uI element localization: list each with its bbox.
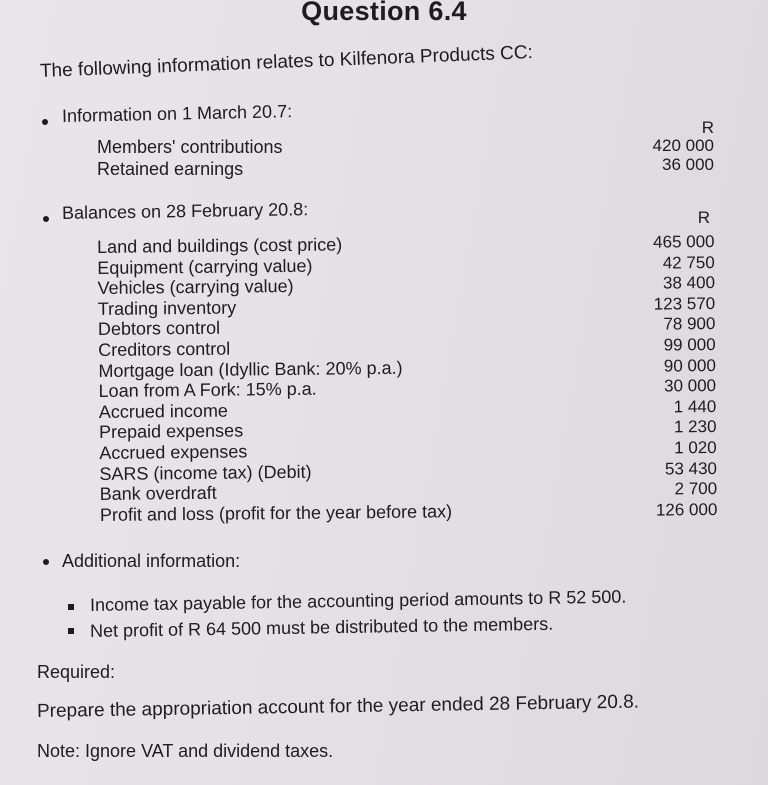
balance-label: Profit and loss (profit for the year before tax) — [99, 501, 453, 525]
balance-amount: 1 440 — [673, 396, 716, 417]
required-label: Required: — [37, 662, 116, 682]
section1-label-1: Retained earnings — [97, 159, 244, 179]
balance-amount: 38 400 — [662, 273, 715, 293]
balance-label: Mortgage loan (Idyllic Bank: 20% p.a.) — [98, 357, 403, 381]
balance-labels — [97, 233, 452, 525]
section1-label-0: Members' contributions — [97, 137, 283, 157]
balance-amount: 78 900 — [662, 314, 716, 334]
square-bullet-icon — [68, 628, 74, 634]
bullet-icon — [43, 559, 49, 565]
balance-label: Vehicles (carrying value) — [97, 276, 294, 299]
balance-label: Accrued expenses — [99, 441, 248, 463]
balance-amount: 1 020 — [673, 437, 717, 458]
balance-amount: 123 570 — [653, 293, 715, 314]
section1-currency: R — [701, 118, 714, 137]
section1-heading: Information on 1 March 20.7: — [61, 101, 293, 126]
balance-amount: 30 000 — [663, 376, 716, 396]
note-text: Note: Ignore VAT and dividend taxes. — [37, 741, 334, 761]
balance-label: Trading inventory — [97, 297, 237, 319]
balance-amount: 90 000 — [663, 355, 716, 376]
balance-label: Bank overdraft — [99, 482, 217, 505]
balance-amounts — [653, 232, 717, 521]
bullet-icon — [43, 216, 49, 222]
balance-amount: 126 000 — [655, 499, 718, 520]
balance-label: SARS (income tax) (Debit) — [99, 461, 312, 484]
balance-label: Loan from A Fork: 15% p.a. — [98, 378, 317, 402]
balance-label: Creditors control — [98, 338, 231, 360]
question-title: Question 6.4 — [301, 0, 467, 26]
balance-label: Equipment (carrying value) — [97, 255, 313, 278]
additional-heading: Additional information: — [62, 551, 241, 571]
balance-label: Debtors control — [97, 318, 221, 340]
intro-text: The following information relates to Kilfenora Products CC: — [39, 42, 534, 82]
section2-heading: Balances on 28 February 20.8: — [61, 199, 309, 223]
balance-amount: 465 000 — [652, 232, 715, 252]
square-bullet-icon — [68, 604, 74, 610]
section1-amount-1: 36 000 — [662, 155, 714, 174]
section1-amount-0: 420 000 — [652, 136, 714, 155]
additional-item-0: Income tax payable for the accounting period amounts to R 52 500. — [89, 586, 627, 615]
bullet-icon — [42, 119, 48, 125]
balance-label: Prepaid expenses — [98, 420, 244, 443]
balance-amount: 42 750 — [662, 252, 715, 273]
balance-amount: 99 000 — [663, 334, 716, 355]
balance-label: Land and buildings (cost price) — [97, 234, 343, 257]
balance-label: Accrued income — [98, 400, 228, 422]
balance-amount: 2 700 — [674, 479, 717, 499]
balance-amount: 53 430 — [664, 458, 717, 479]
required-text: Prepare the appropriation account for the year ended 28 February 20.8. — [36, 691, 640, 722]
section2-currency: R — [697, 208, 710, 227]
additional-item-1: Net profit of R 64 500 must be distributed to the members. — [89, 613, 554, 641]
balance-amount: 1 230 — [673, 417, 717, 437]
